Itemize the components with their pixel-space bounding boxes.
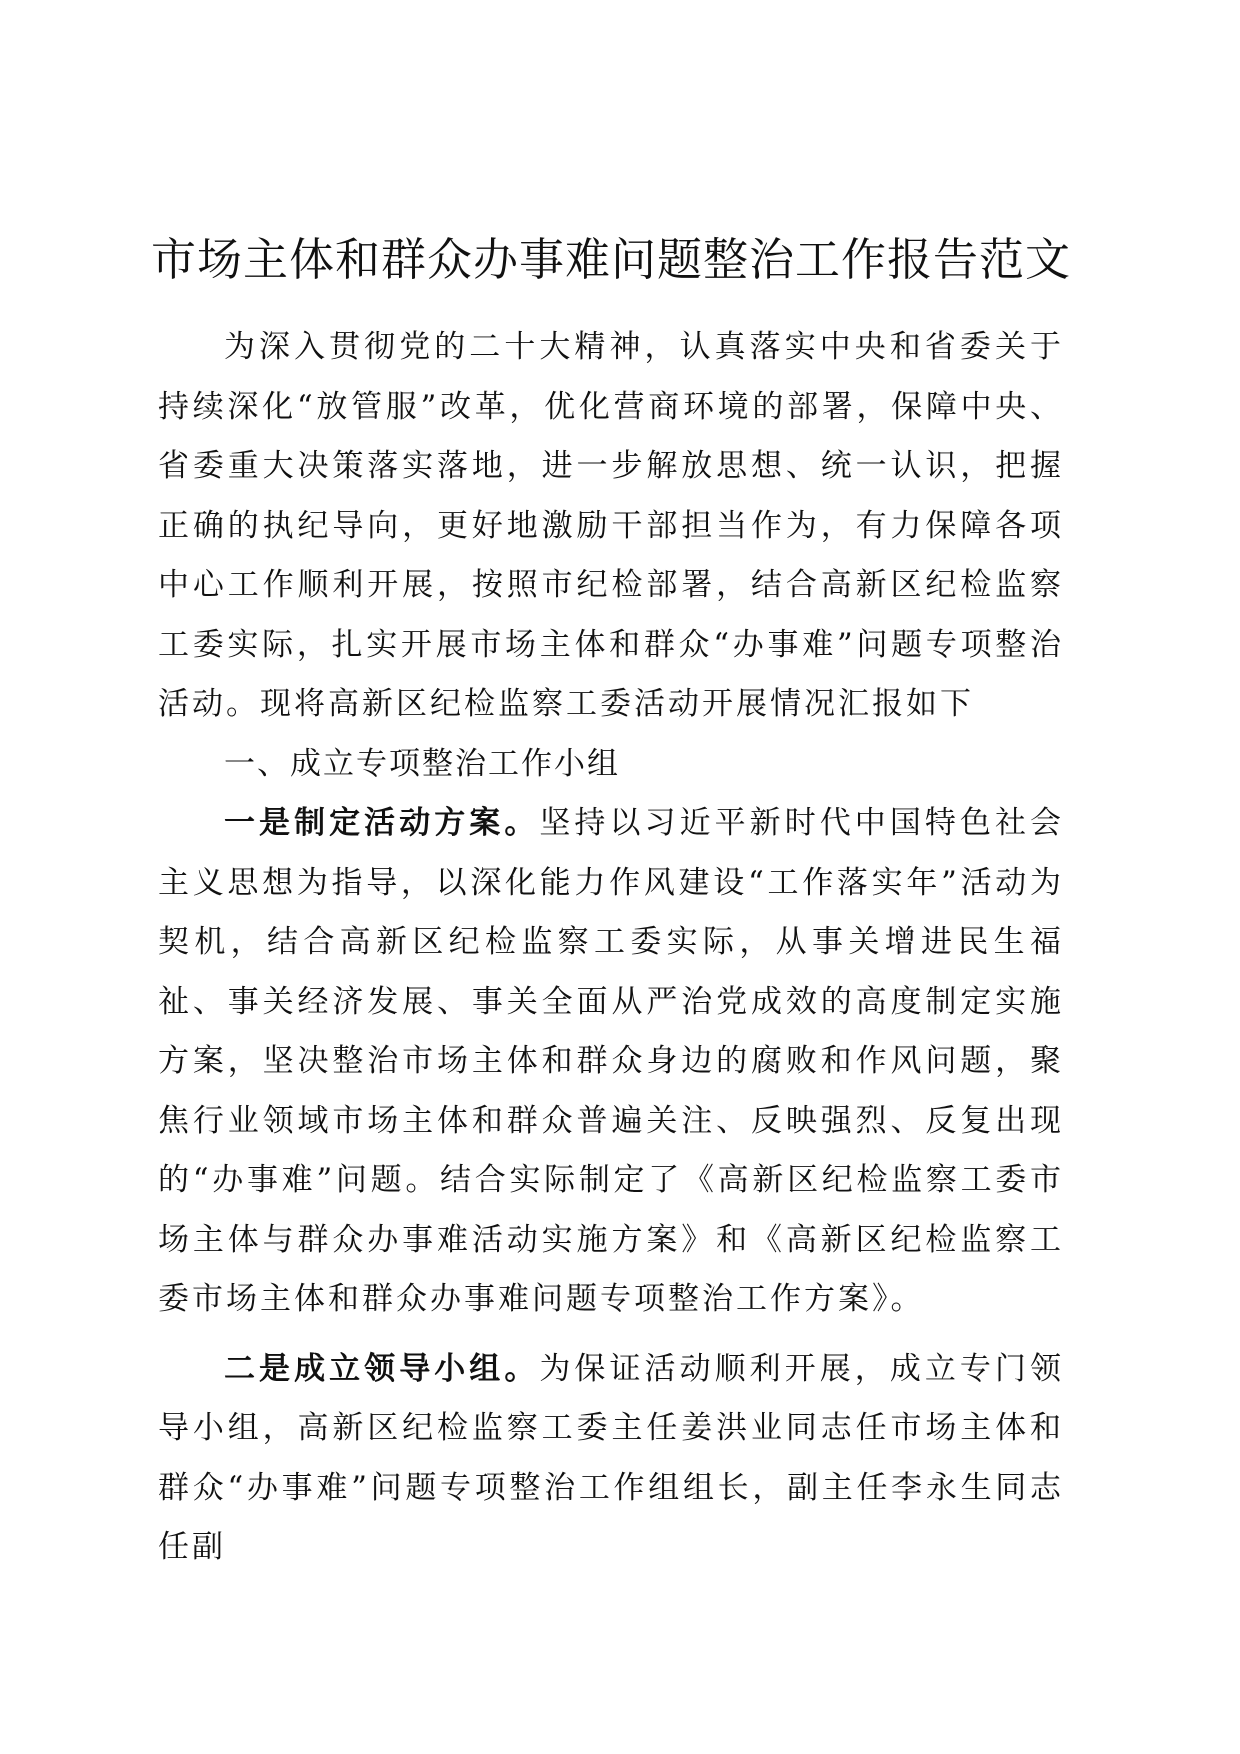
document-title: 市场主体和群众办事难问题整治工作报告范文 (150, 233, 1071, 286)
section-heading-1: 一、成立专项整治工作小组 (224, 745, 620, 782)
document-page (150, 230, 1071, 1578)
item-lead-1: 一是制定活动方案。 (224, 805, 540, 841)
item-text-2: 为保证活动顺利开展，成立专门领导小组，高新区纪检监察工委主任姜洪业同志任市场主体和群众“办事难”问题专项整治工作组组长，副主任李永生同志任副 (158, 1350, 1064, 1565)
item-paragraph-1 (158, 794, 1064, 1330)
item-paragraph-2 (158, 1340, 1064, 1578)
item-text-1: 坚持以习近平新时代中国特色社会主义思想为指导，以深化能力作风建设“工作落实年”活动为契机，结合高新区纪检监察工委实际，从事关增进民生福祉、事关经济发展、事关全面从严治党成效的高度制定实施方案，坚决整治市场主体和群众身边的腐败和作风问题，聚焦行业领域市场主体和群众普遍关注、反映强烈、反复出现的“办事难”问题。结合实际制定了《高新区纪检监察工委市场主体与群众办事难活动实施方案》和《高新区纪检监察工委市场主体和群众办事难问题专项整治工作方案》。 (158, 805, 1064, 1317)
intro-paragraph: 为深入贯彻党的二十大精神，认真落实中央和省委关于持续深化“放管服”改革，优化营商环境的部署，保障中央、省委重大决策落实落地，进一步解放思想、统一认识，把握正确的执纪导向，更好地激励干部担当作为，有力保障各项中心工作顺利开展，按照市纪检部署，结合高新区纪检监察工委实际，扎实开展市场主体和群众“办事难”问题专项整治活动。现将高新区纪检监察工委活动开展情况汇报如下 (158, 329, 1064, 722)
item-lead-2: 二是成立领导小组。 (224, 1350, 540, 1387)
paragraph-spacer (158, 1330, 1064, 1340)
